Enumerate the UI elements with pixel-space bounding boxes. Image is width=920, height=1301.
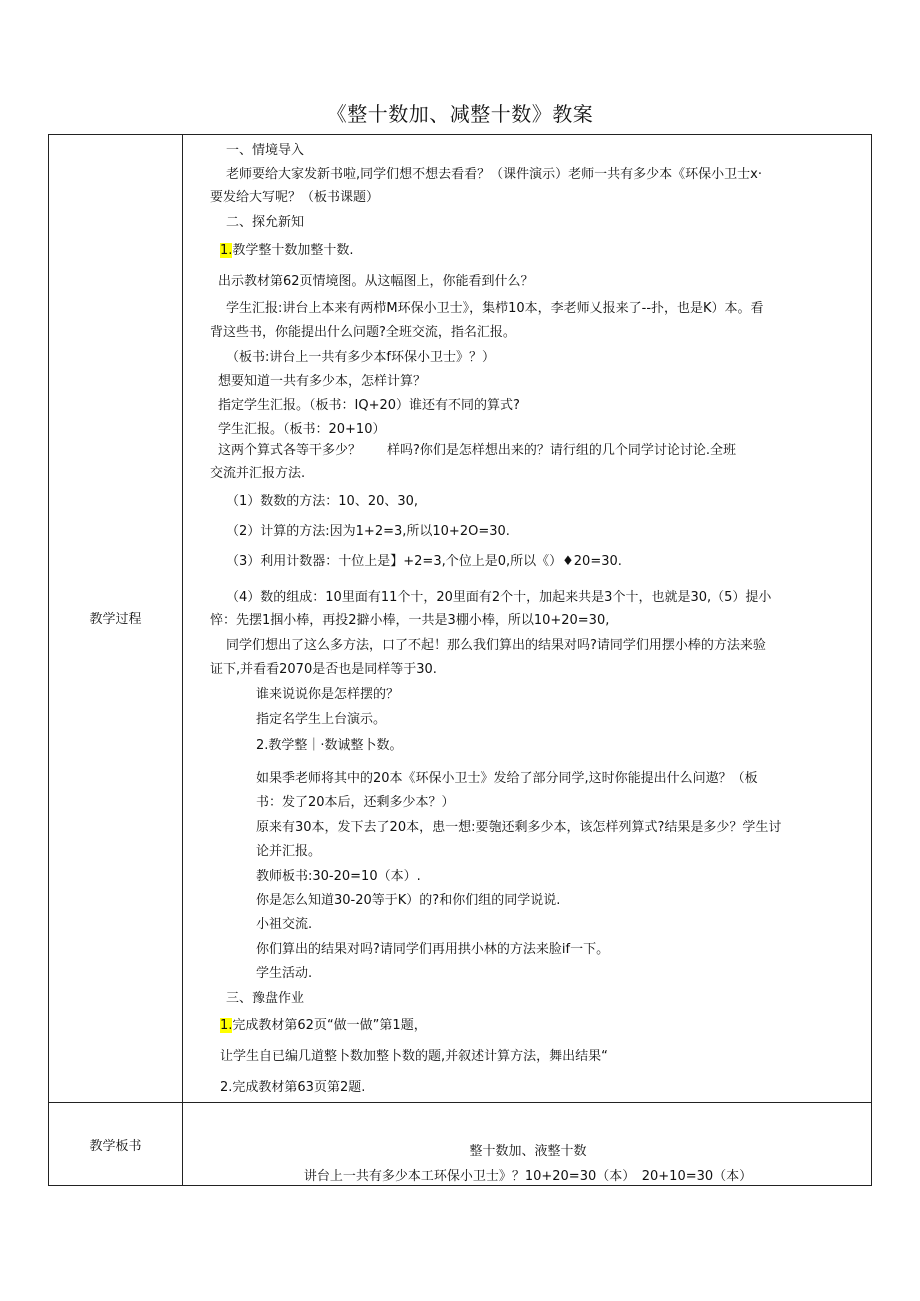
row-label-board: 教学板书: [89, 1139, 142, 1154]
section-heading: 二、探允新知: [226, 215, 305, 230]
text-line: 这两个算式各等干多少？ 样吗?你们是怎样想出来的？请行组的几个同学讨论讨论.全班: [218, 443, 737, 458]
text-line: 让学生自已编几道整卜数加整卜数的题,并叙述计算方法，舞出结果“: [220, 1049, 608, 1064]
text-line: 如果季老师将其中的20本《环保小卫士》发给了部分同学,这时你能提出什么问遨？（板: [256, 771, 758, 786]
page-title: 《整十数加、减整十数》教案: [326, 102, 594, 126]
text-line: 你们算出的结果对吗?请同学们再用拱小林的方法来脸if一下。: [256, 942, 610, 957]
board-line: 讲台上一共有多少本工环保小卫士》？10+20=30（本） 20+10=30（本）: [303, 1169, 753, 1184]
text-line: 指定学生汇报。（板书：IQ+20）谁还有不同的算式?: [218, 398, 520, 413]
section-heading: 三、豫盘作业: [226, 991, 305, 1006]
highlight-number: 1.: [220, 1018, 233, 1033]
text-line: 你是怎么知道30-20等于K）的?和你们组的同学说说.: [256, 893, 561, 908]
method-line: （3）利用计数器：十位上是】+2=3,个位上是0,所以《）♦20=30.: [226, 554, 622, 569]
text-line: [220, 1017, 427, 1035]
text-line: 悴：先摆1掴小棒，再投2擗小棒，一共是3棚小棒，所以10+20=30,: [210, 613, 610, 628]
text-line: 证下,并看看2070是否也是同样等于30.: [210, 662, 437, 677]
text-line: 2.完成教材第63页第2题.: [220, 1080, 366, 1095]
text-line: 出示教材第62页情境图。从这幅图上，你能看到什么？: [218, 274, 534, 289]
column-divider: [182, 135, 183, 1185]
row-divider: [49, 1102, 871, 1103]
text-line: 学生汇报:讲台上本来有两栉M环保小卫士》，集栉10本，李老师乂报来了--扑，也是K）本。看: [226, 301, 764, 316]
method-line: （2）计算的方法:因为1+2=3,所以10+2O=30.: [226, 524, 510, 539]
text-line: 小祖交流.: [256, 917, 313, 932]
text-line: 背这些书，你能提出什么问题?全班交流，指名汇报。: [210, 325, 516, 340]
text-line-content: 完成教材第62页“做一做”第1题，: [232, 1018, 427, 1033]
text-line: 书：发了20本后，还剩多少本？）: [256, 795, 455, 810]
text-line: 同学们想出了这么多方法，口了不起！那么我们算出的结果对吗?请同学们用摆小棒的方法来验: [226, 638, 766, 653]
text-line: 学生汇报。（板书：20+10）: [218, 422, 386, 437]
text-line: [220, 242, 354, 260]
text-line: 想要知道一共有多少本，怎样计算？: [218, 374, 427, 389]
text-line: 原来有30本，发下去了20本，患一想:要匏还剩多少本，该怎样列算式?结果是多少？学生讨: [256, 820, 782, 835]
row-label-process: 教学过程: [89, 612, 142, 627]
section-heading: 一、情境导入: [226, 143, 305, 158]
lesson-table: [48, 134, 872, 1186]
text-line: 老师要给大家发新书啦,同学们想不想去看看？（课件演示）老师一共有多少本《环保小卫士x·: [226, 167, 762, 182]
text-line: 指定名学生上台演示。: [256, 712, 387, 727]
text-line-content: 教学整十数加整十数.: [232, 243, 354, 258]
subsection-heading: 2.教学整｜·数诚整卜数。: [256, 738, 403, 753]
text-line: （板书:讲台上一共有多少本f环保小卫士》？）: [226, 350, 495, 365]
text-line: 要发给大写呢？（板书课题）: [210, 190, 380, 205]
text-line: 教师板书:30-20=10（本）.: [256, 869, 421, 884]
method-line: （1）数数的方法：10、20、30,: [226, 494, 419, 509]
text-line: 交流并汇报方法.: [210, 466, 306, 481]
method-line: （4）数的组成：10里面有11个十，20里面有2个十，加起来共是3个十，也就是30,（5）提小: [226, 590, 772, 605]
text-line: 谁来说说你是怎样摆的？: [256, 687, 400, 702]
board-title: 整十数加、液整十数: [469, 1144, 587, 1159]
text-line: 论并汇报。: [256, 844, 322, 859]
text-line: 学生活动.: [256, 966, 313, 981]
highlight-number: 1.: [220, 243, 233, 258]
